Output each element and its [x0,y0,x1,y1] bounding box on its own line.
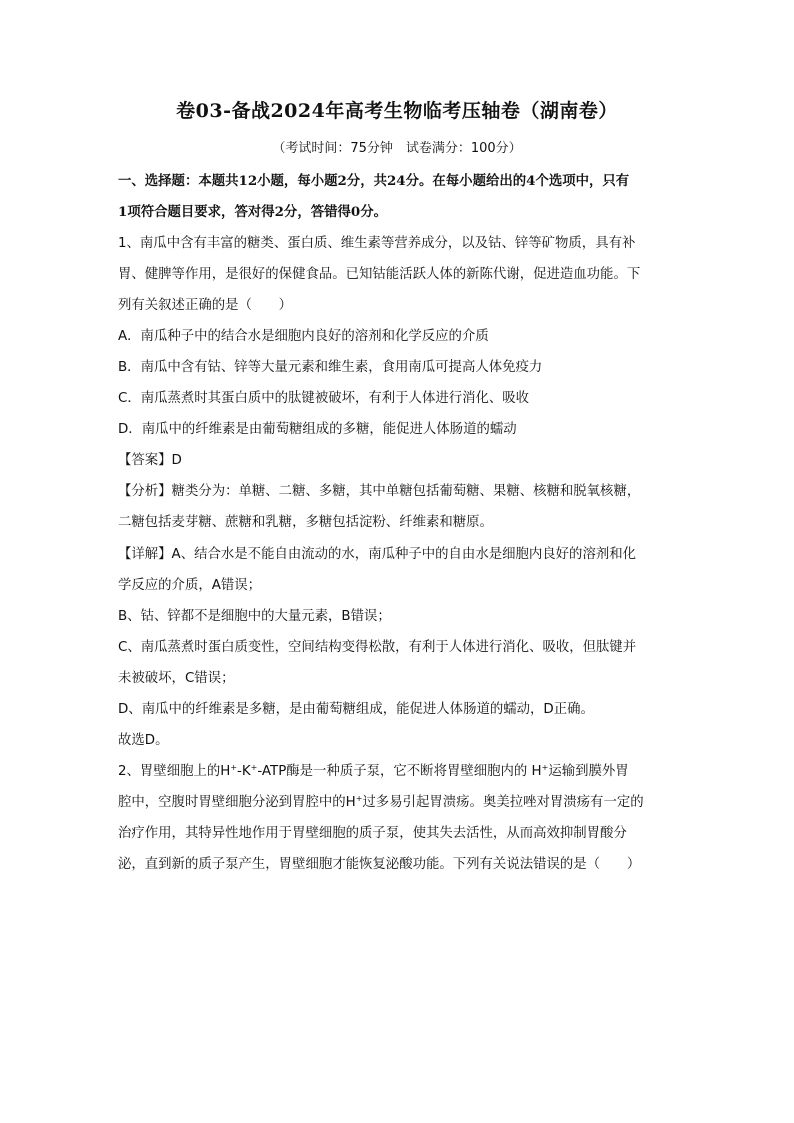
q1-option-a: A．南瓜种子中的结合水是细胞内良好的溶剂和化学反应的介质 [118,329,489,344]
q2-line1-text-2: -K [237,764,251,779]
q1-detail-line-6: D、南瓜中的纤维素是多糖，是由葡萄糖组成，能促进人体肠道的蠕动，D正确。 [118,702,594,717]
section-header-line-2: 1项符合题目要求，答对得2分，答错得0分。 [118,204,387,220]
q1-detail-line-2: 学反应的介质，A错误； [118,578,262,593]
document-subtitle: （考试时间：75分钟 试卷满分：100分） [272,141,522,156]
q2-stem-line-1 [118,762,678,782]
q2-line2-text-2: 过多易引起胃溃疡。奥美拉唑对胃溃疡有一定的 [362,795,644,810]
q1-analysis-line-2: 二糖包括麦芽糖、蔗糖和乳糖，多糖包括淀粉、纤维素和糖原。 [118,515,493,530]
q1-analysis-line-1: 【分析】糖类分为：单糖、二糖、多糖，其中单糖包括葡萄糖、果糖、核糖和脱氧核糖， [118,484,641,499]
q2-line1-text-1: 2、胃壁细胞上的H [118,764,231,779]
q1-stem-line-1: 1、南瓜中含有丰富的糖类、蛋白质、维生素等营养成分，以及钴、锌等矿物质，具有补 [118,236,636,251]
q1-stem-line-2: 胃、健脾等作用，是很好的保健食品。已知钴能活跃人体的新陈代谢，促进造血功能。下 [118,267,641,282]
q1-detail-line-3: B、钴、锌都不是细胞中的大量元素，B错误； [118,609,391,624]
q1-detail-line-5: 未被破坏，C错误； [118,671,235,686]
q2-stem-line-2 [118,793,678,813]
q1-detail-line-1: 【详解】A、结合水是不能自由流动的水，南瓜种子中的自由水是细胞内良好的溶剂和化 [118,547,637,562]
q2-line2-text-1: 腔中，空腹时胃壁细胞分泌到胃腔中的H [118,795,356,810]
q2-stem-line-3: 治疗作用，其特异性地作用于胃壁细胞的质子泵，使其失去活性，从而高效抑制胃酸分 [118,826,627,841]
q1-detail-line-4: C、南瓜蒸煮时蛋白质变性，空间结构变得松散，有利于人体进行消化、吸收，但肽键并 [118,640,637,655]
q1-conclusion: 故选D。 [118,733,169,748]
q2-line1-text-4: 运输到膜外胃 [548,764,629,779]
q2-superscript-1: + [230,763,238,772]
q1-stem-line-3: 列有关叙述正确的是（ ） [118,298,293,313]
q2-stem-line-4: 泌，直到新的质子泵产生，胃壁细胞才能恢复泌酸功能。下列有关说法错误的是（ ） [118,857,641,872]
q1-option-c: C．南瓜蒸煮时其蛋白质中的肽键被破坏，有利于人体进行消化、吸收 [118,391,530,406]
q1-option-b: B．南瓜中含有钴、锌等大量元素和维生素，食用南瓜可提高人体免疫力 [118,360,543,375]
section-header-line-1: 一、选择题：本题共12小题，每小题2分，共24分。在每小题给出的4个选项中，只有 [118,173,630,189]
q1-option-d: D．南瓜中的纤维素是由葡萄糖组成的多糖，能促进人体肠道的蠕动 [118,422,517,437]
q1-answer: 【答案】D [118,453,182,468]
document-title: 卷03-备战2024年高考生物临考压轴卷（湖南卷） [176,100,618,122]
q2-superscript-3: + [541,763,549,772]
q2-line1-text-3: -ATP酶是一种质子泵，它不断将胃壁细胞内的 H [257,764,542,779]
q2-superscript-2: + [250,763,258,772]
q2-superscript-4: + [355,794,363,803]
